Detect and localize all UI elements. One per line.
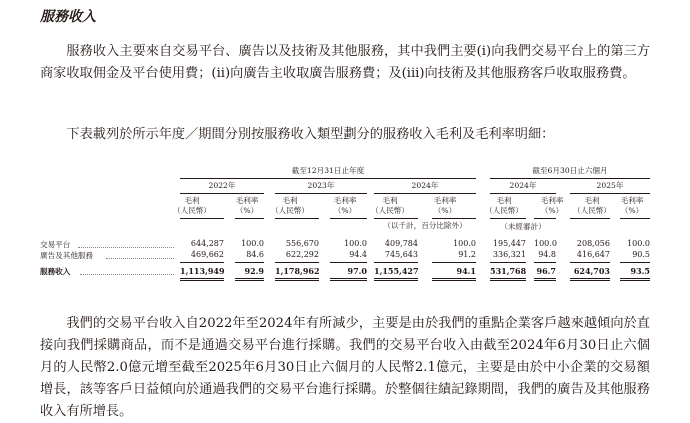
- total-cell: 1,113,949: [180, 266, 225, 276]
- col-gp: 毛利 （人民幣）: [271, 196, 309, 215]
- group-header-six-months: 截至6月30日止六個月: [532, 166, 608, 175]
- cell: 644,287: [190, 239, 224, 248]
- cell: 94.4: [349, 250, 367, 259]
- total-cell: 624,703: [573, 266, 610, 276]
- cell: 556,670: [285, 239, 319, 248]
- gross-profit-table: [40, 162, 650, 287]
- cell: 195,447: [492, 239, 526, 248]
- period-header-2023: 2023年: [307, 181, 335, 190]
- period-header-2025-h1: 2025年: [596, 181, 624, 190]
- cell: 745,643: [384, 250, 418, 259]
- cell: 416,647: [576, 250, 610, 259]
- unit-note: （以千計，百分比除外）: [383, 221, 467, 230]
- col-gp: 毛利 （人民幣）: [173, 196, 211, 215]
- cell: 94.8: [538, 250, 556, 259]
- row-label: 廣告及其他服務: [40, 251, 94, 260]
- total-cell: 93.5: [630, 266, 650, 276]
- total-cell: 1,178,962: [275, 266, 320, 276]
- col-gp: 毛利 （人民幣）: [485, 196, 523, 215]
- cell: 100.0: [534, 239, 557, 248]
- cell: 409,784: [384, 239, 418, 248]
- cell: 208,056: [576, 239, 610, 248]
- cell: 84.6: [246, 250, 264, 259]
- cell: 100.0: [241, 239, 264, 248]
- period-header-2022: 2022年: [208, 181, 236, 190]
- total-cell: 94.1: [456, 266, 476, 276]
- col-margin: 毛利率 （%）: [620, 196, 644, 215]
- cell: 100.0: [344, 239, 367, 248]
- total-cell: 97.0: [347, 266, 367, 276]
- section-heading: 服務收入: [40, 9, 96, 25]
- col-margin: 毛利率 （%）: [433, 196, 457, 215]
- cell: 91.2: [458, 250, 476, 259]
- unaudited-note: （未經審計）: [500, 222, 546, 231]
- col-gp: 毛利 （人民幣）: [371, 196, 409, 215]
- cell: 90.5: [632, 250, 650, 259]
- table-intro-paragraph: 下表載列於所示年度／期間分別按服務收入類型劃分的服務收入毛利及毛利率明細：: [66, 127, 555, 142]
- total-row-label: 服務收入: [40, 267, 71, 276]
- cell: 336,321: [492, 250, 526, 259]
- cell: 469,662: [190, 250, 224, 259]
- intro-paragraph: 服務收入主要來自交易平台、廣告以及技術及其他服務，其中我們主要(i)向我們交易平台上的第三方商家收取佣金及平台使用費；(ii)向廣告主收取廣告服務費；及(iii)向技術及其他服務客戶收取服務費。: [40, 44, 650, 81]
- period-header-2024-h1: 2024年: [509, 181, 537, 190]
- total-cell: 96.7: [536, 266, 556, 276]
- col-margin: 毛利率 （%）: [333, 196, 357, 215]
- row-label: 交易平台: [40, 240, 71, 249]
- cell: 100.0: [627, 239, 650, 248]
- col-margin: 毛利率 （%）: [235, 196, 259, 215]
- cell: 100.0: [453, 239, 476, 248]
- period-header-2024: 2024年: [411, 181, 439, 190]
- col-margin: 毛利率 （%）: [540, 196, 564, 215]
- group-header-fiscal-year: 截至12月31日止年度: [291, 166, 365, 175]
- analysis-paragraph: 我們的交易平台收入自2022年至2024年有所減少，主要是由於我們的重點企業客戶越來越傾向於直接向我們採購商品，而不是通過交易平台進行採購。我們的交易平台收入由截至2024年6月30日止六個月的人民幣2.0億元增至截至2025年6月30日止六個月的人民幣2.1億元，主要是由於中小企業的交易額增長，該等客戶日益傾向於通過我們的交易平台進行採購。於整個往績記錄期間，我們的廣告及其他服務收入有所增長。: [40, 316, 650, 419]
- total-cell: 92.9: [244, 266, 264, 276]
- cell: 622,292: [285, 250, 319, 259]
- total-cell: 531,768: [490, 266, 527, 276]
- total-cell: 1,155,427: [374, 266, 419, 276]
- col-gp: 毛利 （人民幣）: [573, 196, 611, 215]
